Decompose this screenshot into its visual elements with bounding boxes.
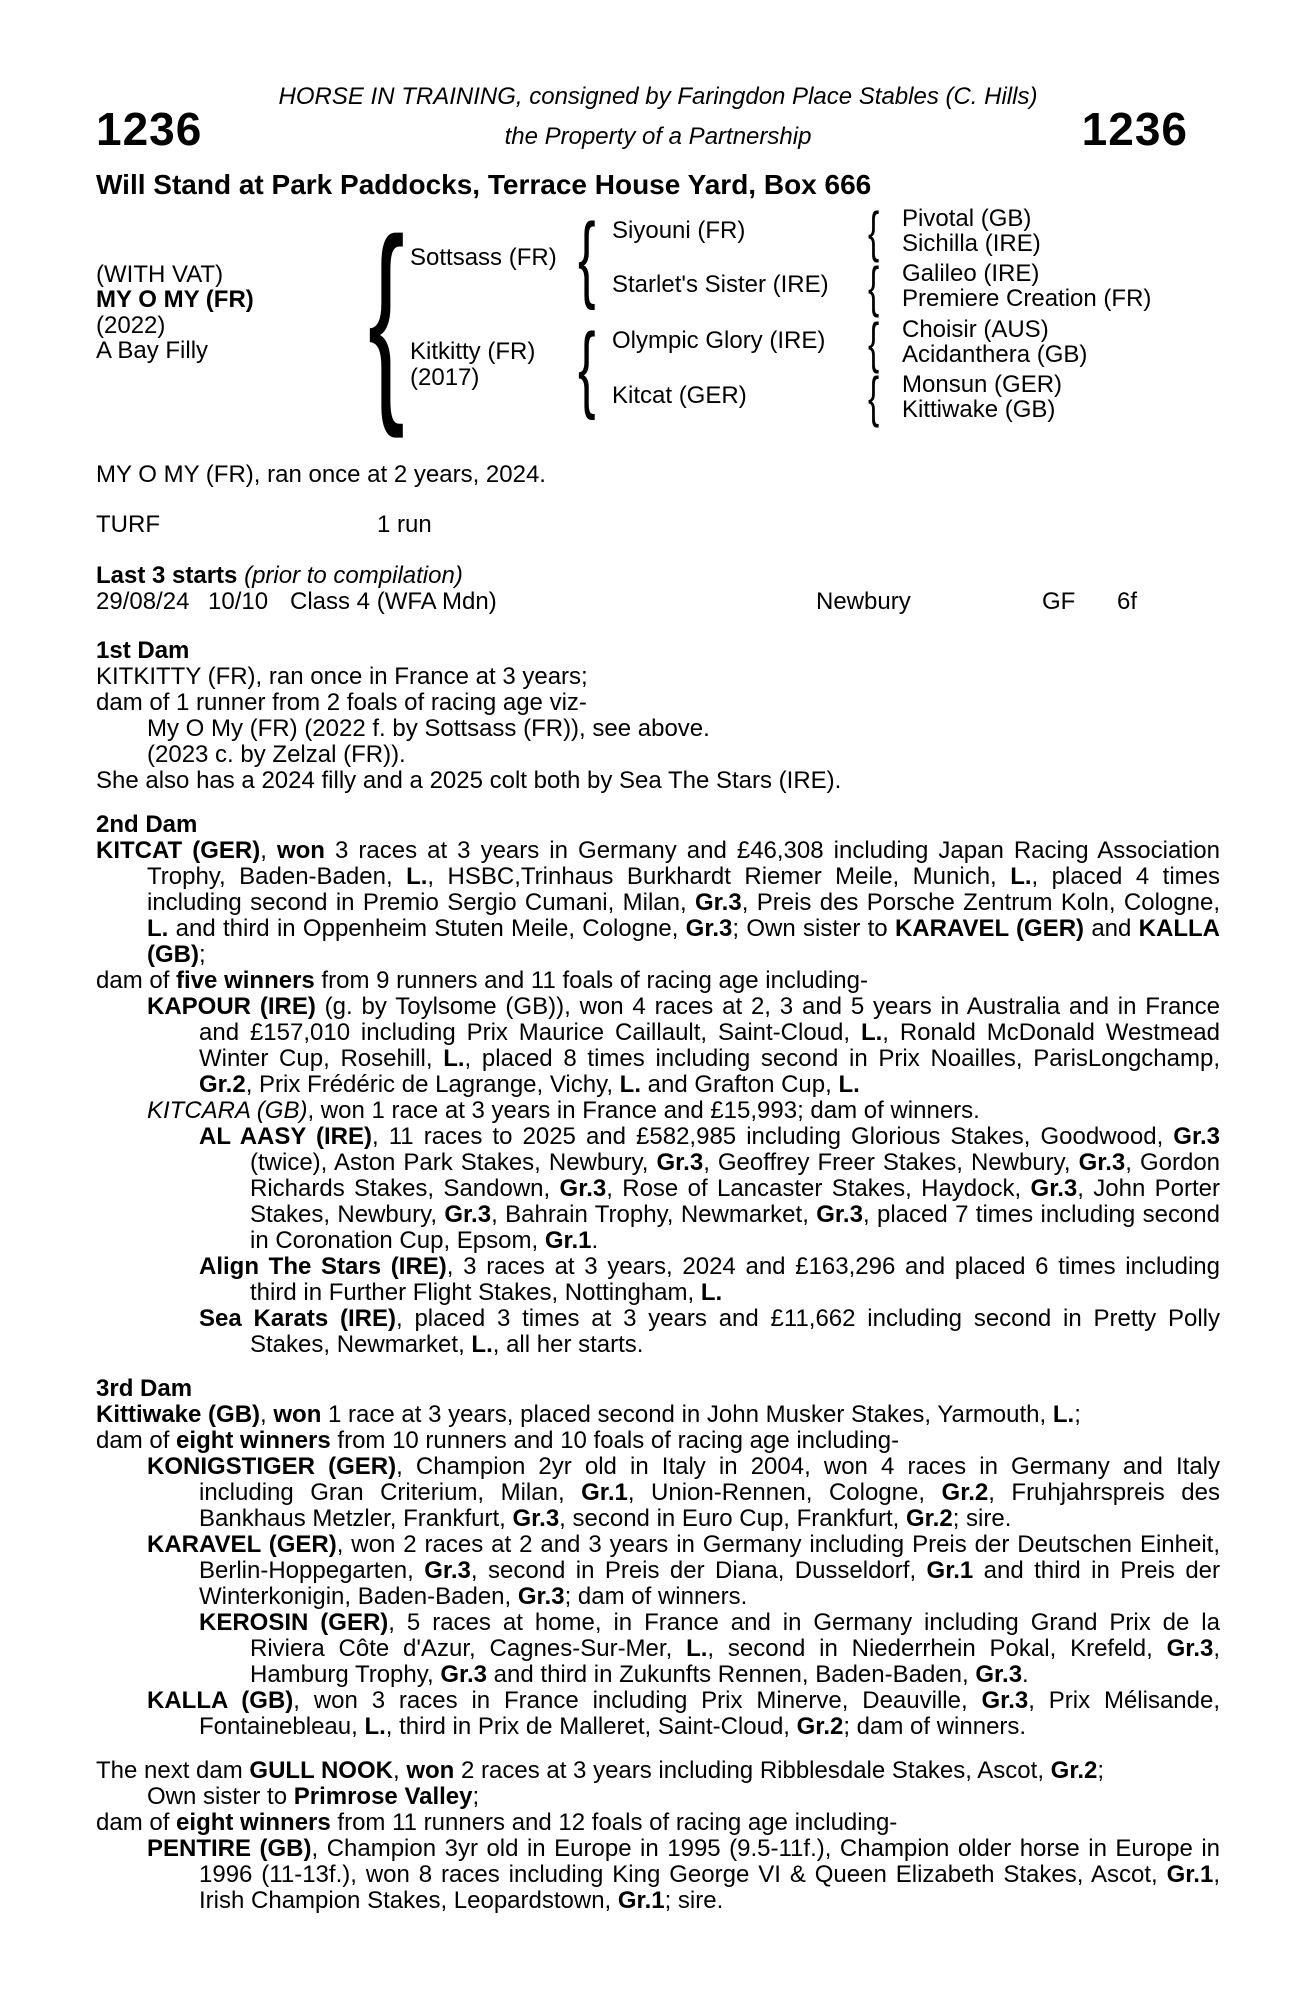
para-kittiwake-produce-intro: dam of eight winners from 10 runners and 10 foals of racing age including- xyxy=(96,1427,900,1454)
heading-1st-dam: 1st Dam xyxy=(96,637,190,664)
great-grandparent-name: Kittiwake (GB) xyxy=(902,396,1056,423)
pedigree-brace-sire-dam: { xyxy=(868,255,880,318)
para-konigstiger: KONIGSTIGER (GER), Champion 2yr old in Italy in 2004, won 4 races in Germany and Italy including Gran Criterium, Milan, Gr.1, Union-Rennen, Cologne, Gr.2, Fruhjahrspreis des Bankhaus Metzler, Frankfurt, Gr.3, second in Euro Cup, Frankfurt, Gr.2; sire. xyxy=(147,1453,1221,1532)
horse-name: MY O MY (FR) xyxy=(96,286,254,313)
great-grandparent-name: Galileo (IRE) xyxy=(902,260,1040,287)
start-distance: 6f xyxy=(1117,588,1138,615)
para-kapour: KAPOUR (IRE) (g. by Toylsome (GB)), won 4 races at 2, 3 and 5 years in Australia and in France and £157,010 including Prix Maurice Caillault, Saint-Cloud, L., Ronald McDonald Westmead Winter Cup, Rosehill, L., placed 8 times including second in Prix Noailles, ParisLongchamp, Gr.2, Prix Frédéric de Lagrange, Vichy, L. and Grafton Cup, L. xyxy=(147,993,1221,1098)
runs-count: 1 run xyxy=(377,511,432,538)
para-gull-nook-sister: Own sister to Primrose Valley; xyxy=(147,1783,480,1810)
last-starts-heading xyxy=(96,563,463,589)
heading-3rd-dam: 3rd Dam xyxy=(96,1375,193,1402)
pedigree-details-body xyxy=(96,638,1220,1914)
last-starts-note: (prior to compilation) xyxy=(244,562,463,589)
para-gull-nook: The next dam GULL NOOK, won 2 races at 3 years including Ribblesdale Stakes, Ascot, Gr.2; xyxy=(96,1757,1105,1784)
heading-2nd-dam: 2nd Dam xyxy=(96,811,198,838)
vat-note: (WITH VAT) xyxy=(96,261,224,288)
para-kitkitty: KITKITTY (FR), ran once in France at 3 years; xyxy=(96,663,588,690)
sire-dam-name: Starlet's Sister (IRE) xyxy=(612,271,829,298)
great-grandparent-name: Acidanthera (GB) xyxy=(902,341,1088,368)
para-align-the-stars: Align The Stars (IRE), 3 races at 3 years, 2024 and £163,296 and placed 6 times including third in Further Flight Stakes, Nottingham, L. xyxy=(199,1253,1221,1306)
para-karavel: KARAVEL (GER), won 2 races at 2 and 3 years in Germany including Preis der Deutschen Einheit, Berlin-Hoppegarten, Gr.3, second in Preis der Diana, Dusseldorf, Gr.1 and third in Preis der Winterkonigin, Baden-Baden, Gr.3; dam of winners. xyxy=(147,1531,1221,1610)
dam-dam-name: Kitcat (GER) xyxy=(612,382,747,409)
para-2023-colt: (2023 c. by Zelzal (FR)). xyxy=(147,741,406,768)
race-summary-line: MY O MY (FR), ran once at 2 years, 2024. xyxy=(96,461,546,488)
great-grandparent-name: Sichilla (IRE) xyxy=(902,230,1041,257)
start-going: GF xyxy=(1042,588,1076,615)
property-line: the Property of a Partnership xyxy=(504,123,812,150)
pedigree-brace-dam-dam: { xyxy=(868,365,880,428)
para-kitcat: KITCAT (GER), won 3 races at 3 years in Germany and £46,308 including Japan Racing Association Trophy, Baden-Baden, L., HSBC,Trinhaus Burkhardt Riemer Meile, Munich, L., placed 4 times including second in Premio Sergio Cumani, Milan, Gr.3, Preis des Porsche Zentrum Koln, Cologne, L. and third in Oppenheim Stuten Meile, Cologne, Gr.3; Own sister to KARAVEL (GER) and KALLA (GB); xyxy=(96,837,1220,968)
para-my-o-my: My O My (FR) (2022 f. by Sottsass (FR)), see above. xyxy=(147,715,710,742)
dam-sire-name: Olympic Glory (IRE) xyxy=(612,327,826,354)
pedigree-brace-dam-sire: { xyxy=(868,311,880,374)
para-kittiwake: Kittiwake (GB), won 1 race at 3 years, placed second in John Musker Stakes, Yarmouth, L.; xyxy=(96,1401,1081,1428)
great-grandparent-name: Pivotal (GB) xyxy=(902,205,1032,232)
dam-year: (2017) xyxy=(410,364,480,391)
para-kitcara: KITCARA (GB), won 1 race at 3 years in France and £15,993; dam of winners. xyxy=(147,1097,980,1124)
para-sea-karats: Sea Karats (IRE), placed 3 times at 3 years and £11,662 including second in Pretty Polly Stakes, Newmarket, L., all her starts. xyxy=(199,1305,1220,1358)
para-al-aasy: AL AASY (IRE), 11 races to 2025 and £582,985 including Glorious Stakes, Goodwood, Gr.3 (twice), Aston Park Stakes, Newbury, Gr.3, Geoffrey Freer Stakes, Newbury, Gr.3, Gordon Richards Stakes, Sandown, Gr.3, Rose of Lancaster Stakes, Haydock, Gr.3, John Porter Stakes, Newbury, Gr.3, Bahrain Trophy, Newmarket, Gr.3, placed 7 times including second in Coronation Cup, Epsom, Gr.1. xyxy=(199,1123,1221,1254)
para-pentire: PENTIRE (GB), Champion 3yr old in Europe in 1995 (9.5-11f.), Champion older horse in Europe in 1996 (11-13f.), won 8 races including King George VI & Queen Elizabeth Stakes, Ascot, Gr.1, Irish Champion Stakes, Leopardstown, Gr.1; sire. xyxy=(147,1835,1220,1914)
para-kitkitty-produce-intro: dam of 1 runner from 2 foals of racing age viz- xyxy=(96,689,587,716)
surface-label: TURF xyxy=(96,511,160,538)
start-date: 29/08/24 xyxy=(96,588,190,615)
para-kitcat-produce-intro: dam of five winners from 9 runners and 11 foals of racing age including- xyxy=(96,967,868,994)
start-course: Newbury xyxy=(816,588,911,615)
start-position: 10/10 xyxy=(208,588,269,615)
horse-description: A Bay Filly xyxy=(96,337,209,364)
start-class: Class 4 (WFA Mdn) xyxy=(290,588,497,615)
lot-number-left: 1236 xyxy=(96,103,203,155)
pedigree-brace-dam: { xyxy=(578,314,596,421)
dam-name: Kitkitty (FR) xyxy=(410,338,536,365)
great-grandparent-name: Choisir (AUS) xyxy=(902,316,1049,343)
para-she-also-has: She also has a 2024 filly and a 2025 colt both by Sea The Stars (IRE). xyxy=(96,767,842,794)
great-grandparent-name: Premiere Creation (FR) xyxy=(902,285,1152,312)
para-kalla: KALLA (GB), won 3 races in France including Prix Minerve, Deauville, Gr.3, Prix Mélisande, Fontainebleau, L., third in Prix de Malleret, Saint-Cloud, Gr.2; dam of winners. xyxy=(147,1687,1221,1740)
pedigree-brace-main: { xyxy=(368,193,405,439)
para-gull-nook-produce-intro: dam of eight winners from 11 runners and 12 foals of racing age including- xyxy=(96,1809,898,1836)
consignment-line: HORSE IN TRAINING, consigned by Faringdon Place Stables (C. Hills) xyxy=(278,83,1038,110)
foal-year: (2022) xyxy=(96,312,166,339)
great-grandparent-name: Monsun (GER) xyxy=(902,371,1063,398)
lot-number-right: 1236 xyxy=(1081,103,1188,155)
sire-sire-name: Siyouni (FR) xyxy=(612,217,746,244)
para-kerosin: KEROSIN (GER), 5 races at home, in France and in Germany including Grand Prix de la Riviera Côte d'Azur, Cagnes-Sur-Mer, L., second in Niederrhein Pokal, Krefeld, Gr.3, Hamburg Trophy, Gr.3 and third in Zukunfts Rennen, Baden-Baden, Gr.3. xyxy=(199,1609,1221,1688)
pedigree-brace-sire: { xyxy=(578,204,596,311)
sire-name: Sottsass (FR) xyxy=(410,244,557,271)
stand-location-line: Will Stand at Park Paddocks, Terrace House Yard, Box 666 xyxy=(96,169,872,200)
last-starts-label: Last 3 starts xyxy=(96,562,238,589)
pedigree-brace-sire-sire: { xyxy=(868,200,880,263)
